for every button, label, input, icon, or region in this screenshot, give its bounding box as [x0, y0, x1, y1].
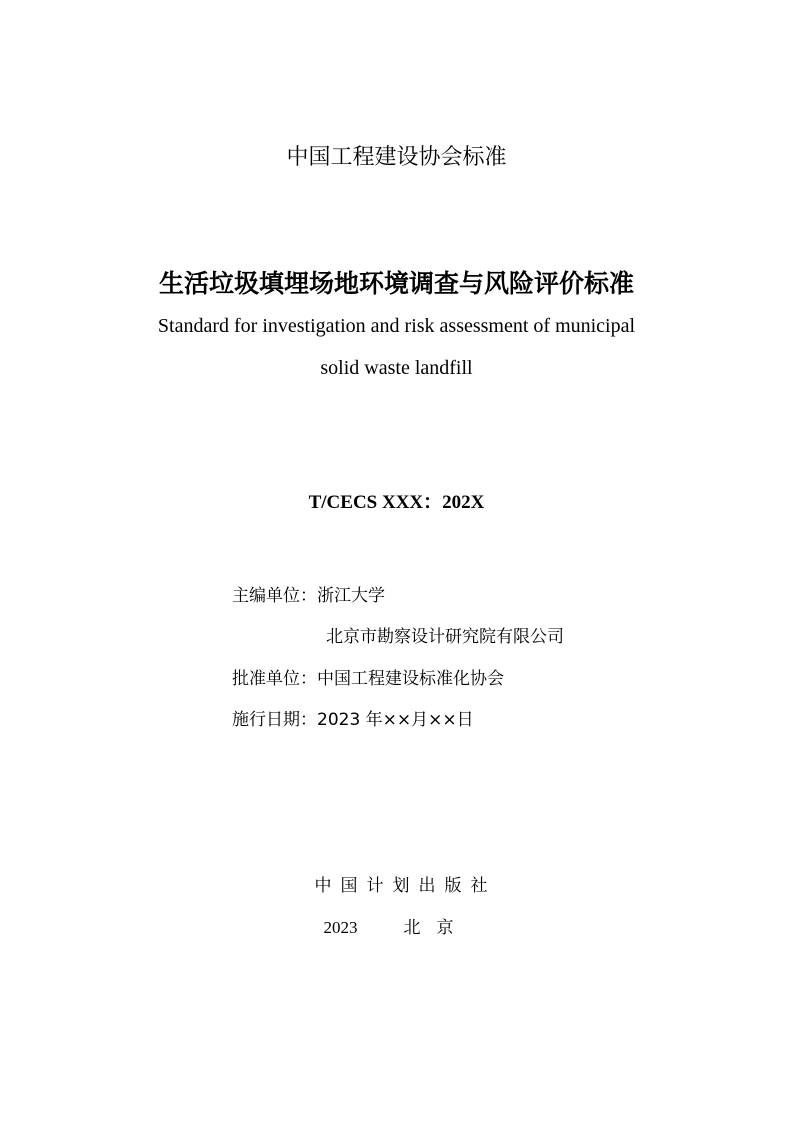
publication-city: 北京: [403, 918, 470, 938]
publication-year-place: [0, 916, 793, 940]
approver-unit: 中国工程建设标准化协会: [317, 669, 504, 689]
approver-unit-row: [232, 667, 504, 691]
publication-year: 2023: [323, 918, 358, 937]
editor-unit-label: 主编单位：: [232, 586, 317, 606]
standard-title-english-line-1: Standard for investigation and risk assessment of municipal: [157, 315, 636, 337]
editor-unit-primary: 浙江大学: [317, 586, 385, 606]
approver-unit-label: 批准单位：: [232, 669, 317, 689]
standard-title-chinese: 生活垃圾填埋场地环境调查与风险评价标准: [158, 269, 634, 298]
effective-date-label: 施行日期：: [232, 710, 317, 730]
publisher-name: 中国计划出版社: [314, 876, 497, 896]
effective-date: 2023 年××月××日: [317, 710, 474, 730]
editor-unit-row: [232, 584, 385, 608]
standard-title-english-line-2: solid waste landfill: [320, 357, 473, 379]
standard-code: T/CECS XXX：202X: [308, 492, 485, 513]
association-header: 中国工程建设协会标准: [286, 145, 507, 170]
editor-unit-secondary-row: [326, 625, 564, 649]
effective-date-row: [232, 708, 474, 732]
editor-unit-secondary: 北京市勘察设计研究院有限公司: [326, 627, 564, 647]
